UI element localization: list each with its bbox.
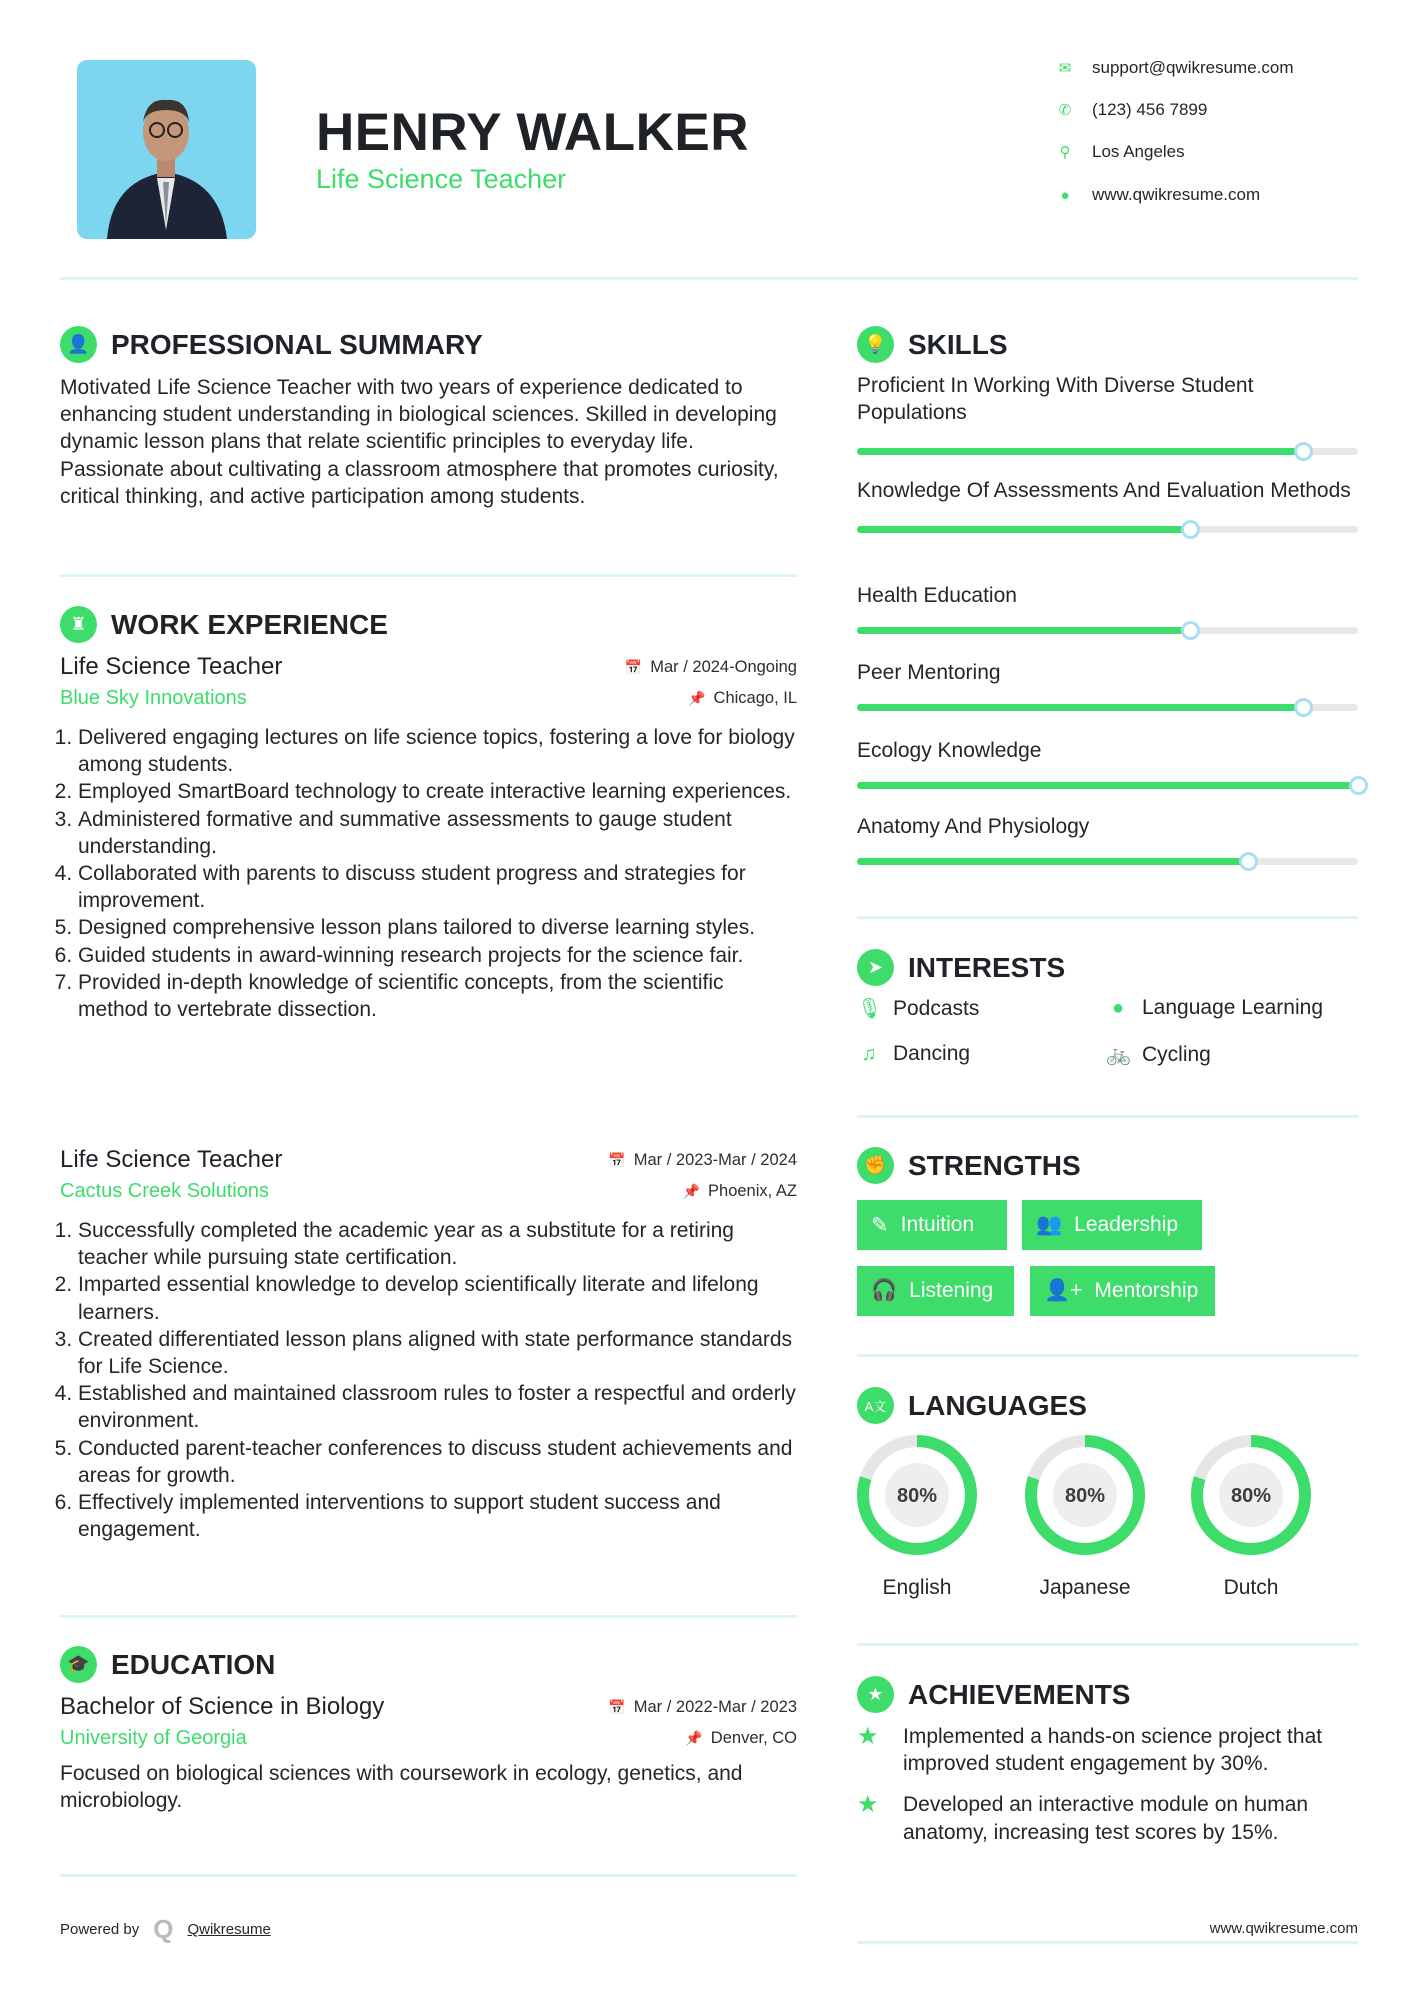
magic-wand-icon: ✎ (871, 1213, 889, 1237)
headphones-icon: 🎧 (871, 1279, 898, 1302)
job-title: Life Science Teacher (60, 653, 283, 680)
qwikresume-logo-icon: Q (153, 1914, 174, 1944)
skill-bar-handle (1294, 698, 1313, 717)
strength-label: Leadership (1074, 1213, 1179, 1236)
skill-bar-fill (857, 782, 1358, 789)
list-item: 2. Employed SmartBoard technology to create interactive learning experiences. (78, 778, 797, 805)
job-location (683, 1182, 797, 1201)
skill-bar-handle (1349, 776, 1368, 795)
list-item: 3. Administered formative and summative assessments to gauge student understanding. (78, 806, 797, 860)
language-label: English (882, 1576, 952, 1599)
lightbulb-icon: 💡 (857, 326, 894, 363)
company-name: Cactus Creek Solutions (60, 1180, 269, 1202)
user-icon: 👤 (60, 326, 97, 363)
language-donut (1186, 1433, 1316, 1557)
education-location (685, 1729, 797, 1748)
skill-bar-handle (1181, 621, 1200, 640)
list-item: 1. Delivered engaging lectures on life science topics, fostering a love for biology among students. (78, 724, 797, 778)
list-item: 7. Provided in-depth knowledge of scientific concepts, from the scientific method to vertebrate dissection. (78, 969, 797, 1023)
languages-section (857, 1387, 1358, 1424)
interest-item (857, 1042, 970, 1066)
section-divider (60, 1874, 797, 1877)
strength-tag (857, 1200, 1007, 1250)
skill-label: Anatomy And Physiology (857, 815, 1090, 838)
achievement-item (857, 1791, 1358, 1845)
section-title: PROFESSIONAL SUMMARY (111, 328, 483, 360)
contact-location (1052, 142, 1352, 162)
star-icon: ★ (857, 1791, 879, 1819)
footer-divider (857, 1941, 1358, 1944)
skill-item (857, 813, 1358, 865)
globe-icon: ● (1060, 186, 1070, 204)
job-title: Life Science Teacher (60, 1146, 283, 1173)
skill-bar (857, 526, 1358, 533)
pushpin-icon: 📌 (682, 1183, 701, 1199)
strength-label: Intuition (900, 1213, 975, 1236)
date-text: Mar / 2022-Mar / 2023 (633, 1697, 797, 1716)
calendar-icon: 📅 (608, 1151, 626, 1168)
strength-label: Mentorship (1094, 1279, 1199, 1302)
language-label: Dutch (1223, 1576, 1279, 1599)
skill-bar-fill (857, 704, 1303, 711)
language-percent: 80% (1230, 1485, 1272, 1507)
language-percent: 80% (896, 1485, 938, 1507)
skill-bar (857, 858, 1358, 865)
header-divider (60, 277, 1358, 280)
skill-label: Health Education (857, 584, 1017, 607)
job-entry (60, 1146, 797, 1543)
language-donut (852, 1433, 982, 1557)
section-divider (60, 1615, 797, 1618)
pushpin-icon: 📌 (688, 690, 706, 706)
contact-website[interactable] (1052, 185, 1352, 205)
section-title: WORK EXPERIENCE (111, 608, 388, 640)
interest-label: Podcasts (893, 996, 980, 1020)
achievement-text: Implemented a hands-on science project that improved student engagement by 30%. (903, 1725, 1323, 1776)
contact-text: www.qwikresume.com (1092, 185, 1261, 204)
section-divider (857, 1643, 1358, 1646)
list-item: 3. Created differentiated lesson plans aligned with state performance standards for Life Science. (78, 1326, 797, 1380)
language-item (1186, 1433, 1316, 1600)
microphone-icon: 🎙 (857, 998, 883, 1020)
section-divider (60, 574, 797, 577)
skill-bar-fill (857, 858, 1248, 865)
candidate-name: HENRY WALKER (316, 103, 749, 162)
skills-section (857, 326, 1358, 363)
list-item: 1. Successfully completed the academic year as a substitute for a retiring teacher while pursuing state certification. (78, 1217, 797, 1271)
users-icon: 👥 (1036, 1213, 1063, 1236)
skill-bar-fill (857, 627, 1190, 634)
interest-item (1106, 996, 1323, 1020)
skill-label: Peer Mentoring (857, 661, 1001, 684)
interest-label: Language Learning (1142, 996, 1324, 1019)
contact-email[interactable] (1052, 58, 1352, 78)
section-title: INTERESTS (908, 951, 1066, 983)
interest-label: Cycling (1142, 1042, 1211, 1066)
star-badge-icon: ★ (857, 1676, 894, 1713)
contact-text: Los Angeles (1092, 142, 1185, 161)
location-text: Phoenix, AZ (708, 1182, 797, 1200)
language-item (1020, 1433, 1150, 1600)
section-divider (857, 916, 1358, 919)
job-bullets (78, 724, 797, 1023)
language-item (852, 1433, 982, 1600)
list-item: 2. Imparted essential knowledge to develop scientifically literate and lifelong learners. (78, 1271, 797, 1325)
chair-icon: ♜ (60, 606, 97, 643)
user-plus-icon: 👤+ (1044, 1279, 1083, 1302)
skill-bar-handle (1294, 442, 1313, 461)
section-title: STRENGTHS (908, 1149, 1081, 1181)
job-date (625, 658, 797, 677)
contact-phone (1052, 100, 1352, 120)
pushpin-icon: 📌 (685, 1730, 703, 1746)
section-divider (857, 1115, 1358, 1118)
list-item: 6. Guided students in award-winning research projects for the science fair. (78, 942, 797, 969)
skill-item (857, 659, 1358, 711)
profile-photo (77, 60, 256, 239)
skill-item (857, 477, 1358, 533)
skill-item (857, 372, 1358, 455)
list-item: 6. Effectively implemented interventions to support student success and engagement. (78, 1489, 797, 1543)
job-bullets (78, 1217, 797, 1543)
degree-title: Bachelor of Science in Biology (60, 1693, 385, 1720)
phone-icon: ✆ (1058, 102, 1072, 119)
strength-tag (1022, 1200, 1202, 1250)
summary-text: Motivated Life Science Teacher with two years of experience dedicated to enhancing student understanding in biological sciences. Skilled in developing dynamic lesson plans that relate scientific principles to everyday life. Passionate about cultivating a classroom atmosphere that promotes curiosity, critical thinking, and active participation among students. (60, 376, 779, 508)
achievements-section (857, 1676, 1358, 1846)
language-icon: A文 (857, 1387, 894, 1424)
qwikresume-link[interactable]: Qwikresume (187, 1921, 271, 1938)
skill-bar (857, 704, 1358, 711)
education-description: Focused on biological sciences with coursework in ecology, genetics, and microbiology. (60, 1762, 743, 1813)
education-date (608, 1698, 797, 1717)
candidate-title: Life Science Teacher (316, 164, 567, 194)
paper-plane-icon: ➤ (857, 949, 894, 986)
fist-icon: ✊ (857, 1147, 894, 1184)
section-title: SKILLS (908, 328, 1008, 360)
interest-item (857, 996, 979, 1021)
skill-item (857, 737, 1358, 789)
skill-bar-handle (1181, 520, 1200, 539)
calendar-icon: 📅 (608, 1698, 626, 1715)
strength-tag (1030, 1266, 1215, 1316)
section-divider (857, 1354, 1358, 1357)
skill-bar (857, 627, 1358, 634)
location-text: Denver, CO (710, 1729, 797, 1747)
calendar-icon: 📅 (624, 658, 643, 675)
company-name: Blue Sky Innovations (60, 687, 247, 709)
job-location (688, 689, 797, 708)
skill-label: Ecology Knowledge (857, 739, 1042, 762)
strength-tag (857, 1266, 1014, 1316)
music-note-icon: ♫ (861, 1042, 877, 1065)
date-text: Mar / 2024-Ongoing (650, 657, 797, 676)
envelope-icon: ✉ (1058, 60, 1072, 77)
list-item: 4. Collaborated with parents to discuss student progress and strategies for improvement. (78, 860, 797, 914)
location-text: Chicago, IL (713, 689, 797, 707)
work-experience-section (60, 606, 797, 1023)
job-entry (60, 653, 797, 1023)
achievement-item (857, 1723, 1358, 1777)
strength-label: Listening (909, 1279, 994, 1302)
skill-item (857, 582, 1358, 634)
interest-item (1106, 1042, 1211, 1067)
section-title: LANGUAGES (908, 1389, 1087, 1421)
achievement-text: Developed an interactive module on human anatomy, increasing test scores by 15%. (903, 1793, 1309, 1844)
list-item: 4. Established and maintained classroom rules to foster a respectful and orderly environment. (78, 1380, 797, 1434)
map-pin-icon: ⚲ (1059, 144, 1071, 161)
footer-website[interactable]: www.qwikresume.com (1209, 1920, 1358, 1937)
skill-bar (857, 782, 1358, 789)
strengths-section (857, 1147, 1358, 1184)
graduation-icon: 🎓 (60, 1646, 97, 1683)
contact-text: support@qwikresume.com (1092, 58, 1294, 77)
section-title: ACHIEVEMENTS (908, 1678, 1131, 1710)
star-icon: ★ (857, 1723, 879, 1750)
professional-summary-section (60, 326, 797, 510)
list-item: 5. Designed comprehensive lesson plans tailored to diverse learning styles. (78, 914, 797, 941)
skill-bar-handle (1239, 852, 1258, 871)
skill-bar-fill (857, 526, 1190, 533)
skill-bar (857, 448, 1358, 455)
school-name: University of Georgia (60, 1727, 247, 1749)
footer-powered-by (60, 1914, 271, 1945)
education-section (60, 1646, 797, 1814)
contact-text: (123) 456 7899 (1092, 100, 1208, 119)
list-item: 5. Conducted parent-teacher conferences to discuss student achievements and areas for growth. (78, 1435, 797, 1489)
section-title: EDUCATION (111, 1648, 276, 1680)
language-donut (1020, 1433, 1150, 1557)
date-text: Mar / 2023-Mar / 2024 (633, 1150, 797, 1169)
interests-section (857, 949, 1358, 986)
bicycle-icon: 🚲 (1106, 1044, 1131, 1066)
skill-label: Knowledge Of Assessments And Evaluation Methods (857, 479, 1351, 502)
interest-label: Dancing (893, 1042, 971, 1065)
globe-icon: ● (1111, 996, 1125, 1019)
skill-label: Proficient In Working With Diverse Student Populations (857, 374, 1254, 425)
skill-bar-fill (857, 448, 1303, 455)
language-label: Japanese (1039, 1576, 1131, 1599)
job-date (608, 1151, 797, 1170)
powered-by-label: Powered by (60, 1921, 140, 1938)
language-percent: 80% (1064, 1485, 1106, 1507)
